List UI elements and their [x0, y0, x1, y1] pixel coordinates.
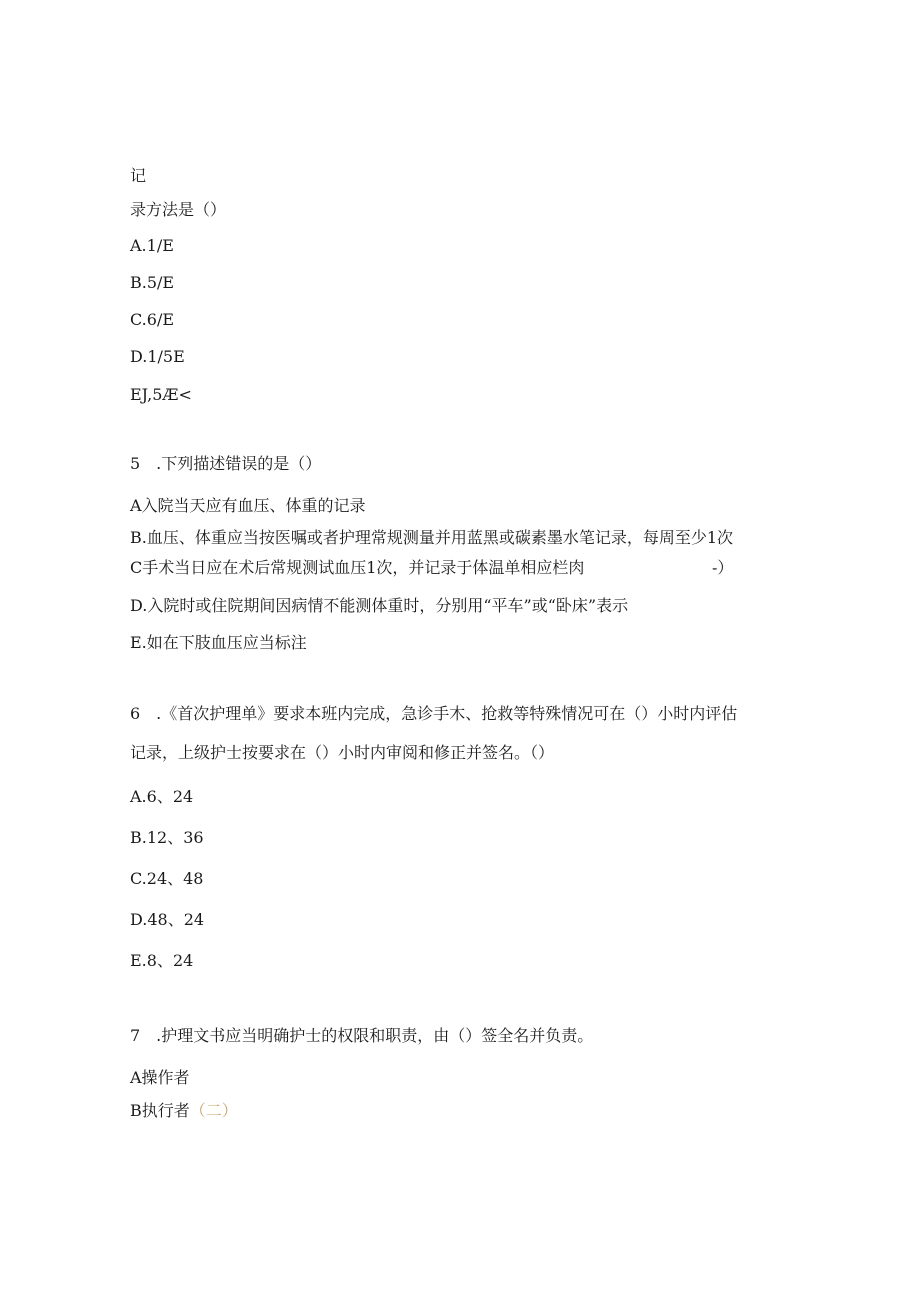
- q5-option-a: A入院当天应有血压、体重的记录: [130, 496, 366, 515]
- fragment-option-c: C.6/E: [130, 310, 175, 329]
- q5-option-d: D.入院时或住院期间因病情不能测体重时，分别用“平车”或“卧床”表示: [130, 596, 629, 615]
- q7-option-a: A操作者: [130, 1068, 190, 1087]
- fragment-line-2: 录方法是（）: [130, 200, 227, 219]
- q7-option-b: B执行者: [130, 1101, 190, 1120]
- q5-option-b: B.血压、体重应当按医嘱或者护理常规测量并用蓝黑或碳素墨水笔记录，每周至少1次: [130, 528, 734, 547]
- q5-stem: 5 .下列描述错误的是（）: [130, 454, 322, 473]
- q6-stem-line-1: 6 .《首次护理单》要求本班内完成，急诊手木、抢救等特殊情况可在（）小时内评估: [130, 704, 738, 723]
- fragment-option-e: EJ,5Æ<: [130, 385, 192, 404]
- fragment-option-a: A.1/E: [130, 236, 174, 255]
- q6-option-d: D.48、24: [130, 910, 205, 929]
- q6-option-b: B.12、36: [130, 828, 204, 847]
- q5-option-c: C手术当日应在术后常规测试血压1次，并记录于体温单相应栏肉: [130, 558, 585, 577]
- q6-option-c: C.24、48: [130, 869, 204, 888]
- q5-stray-mark: -）: [712, 558, 734, 577]
- q6-option-a: A.6、24: [130, 787, 194, 806]
- fragment-option-d: D.1/5E: [130, 347, 185, 366]
- q5-option-e: E.如在下肢血压应当标注: [130, 633, 307, 652]
- fragment-option-b: B.5/E: [130, 273, 175, 292]
- fragment-line-1: 记: [130, 166, 147, 185]
- q6-option-e: E.8、24: [130, 951, 194, 970]
- q6-stem-line-2: 记录，上级护士按要求在（）小时内审阅和修正并签名。（）: [130, 743, 555, 762]
- q7-stem: 7 .护理文书应当明确护士的权限和职责，由（）签全名并负责。: [130, 1026, 594, 1045]
- q7-option-b-annotation: （二）: [189, 1101, 238, 1120]
- q7-option-b-row: [130, 1101, 238, 1121]
